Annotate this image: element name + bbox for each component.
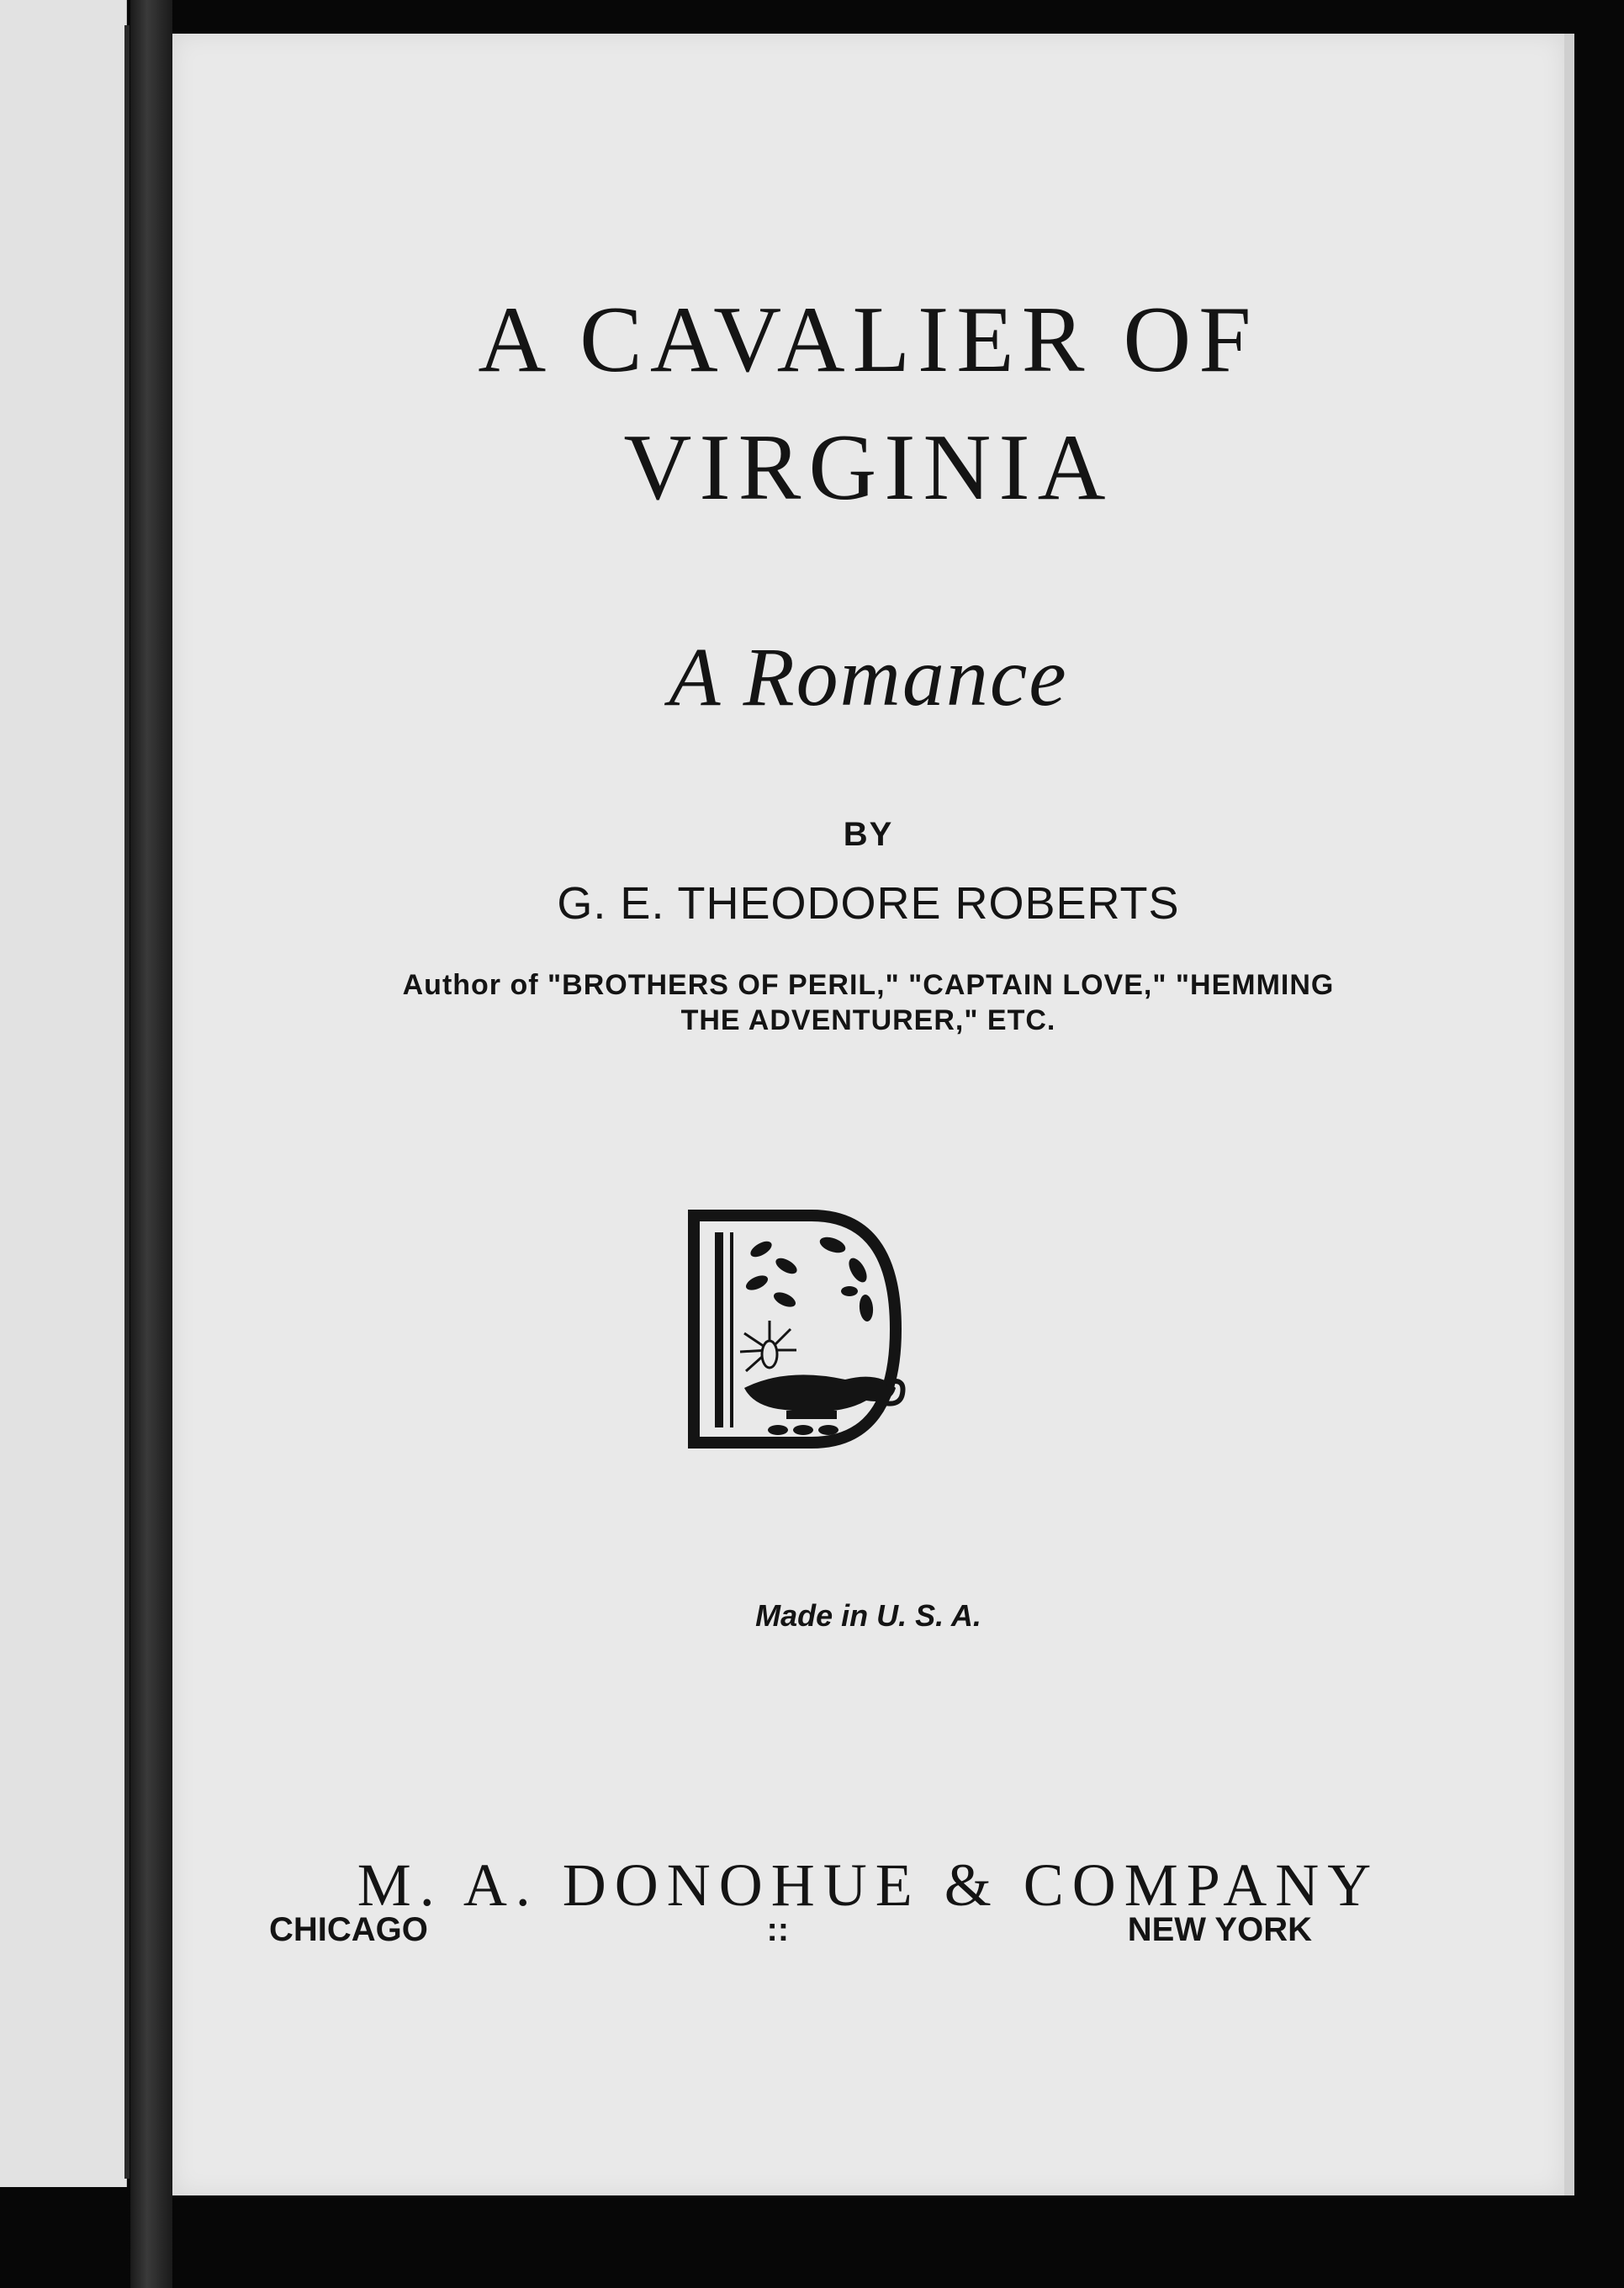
by-label: BY xyxy=(843,816,894,853)
book-gutter xyxy=(130,0,172,2288)
city-new-york: NEW YORK xyxy=(1127,1911,1312,1948)
title-page xyxy=(172,34,1564,2195)
author-credits xyxy=(172,967,1564,1038)
page-edge-shadow xyxy=(124,25,130,2179)
facing-page-edge xyxy=(0,0,127,2187)
lamp-monogram-emblem-icon xyxy=(685,1207,913,1451)
made-in-label: Made in U. S. A. xyxy=(755,1598,981,1633)
author-name: G. E. THEODORE ROBERTS xyxy=(557,878,1180,929)
credits-line-2: THE ADVENTURER," ETC. xyxy=(680,1004,1056,1036)
subtitle: A Romance xyxy=(669,630,1068,723)
title-line-1: A CAVALIER OF xyxy=(478,288,1259,392)
title-line-2: VIRGINIA xyxy=(623,416,1114,520)
city-separator: :: xyxy=(766,1911,790,1948)
publisher-cities xyxy=(269,1911,1312,1949)
city-chicago: CHICAGO xyxy=(269,1911,428,1948)
right-page-edge xyxy=(1564,34,1574,2195)
publisher-name: M. A. DONOHUE & COMPANY xyxy=(357,1851,1380,1919)
credits-line-1: Author of "BROTHERS OF PERIL," "CAPTAIN LOVE," "HEMMING xyxy=(402,969,1335,1001)
